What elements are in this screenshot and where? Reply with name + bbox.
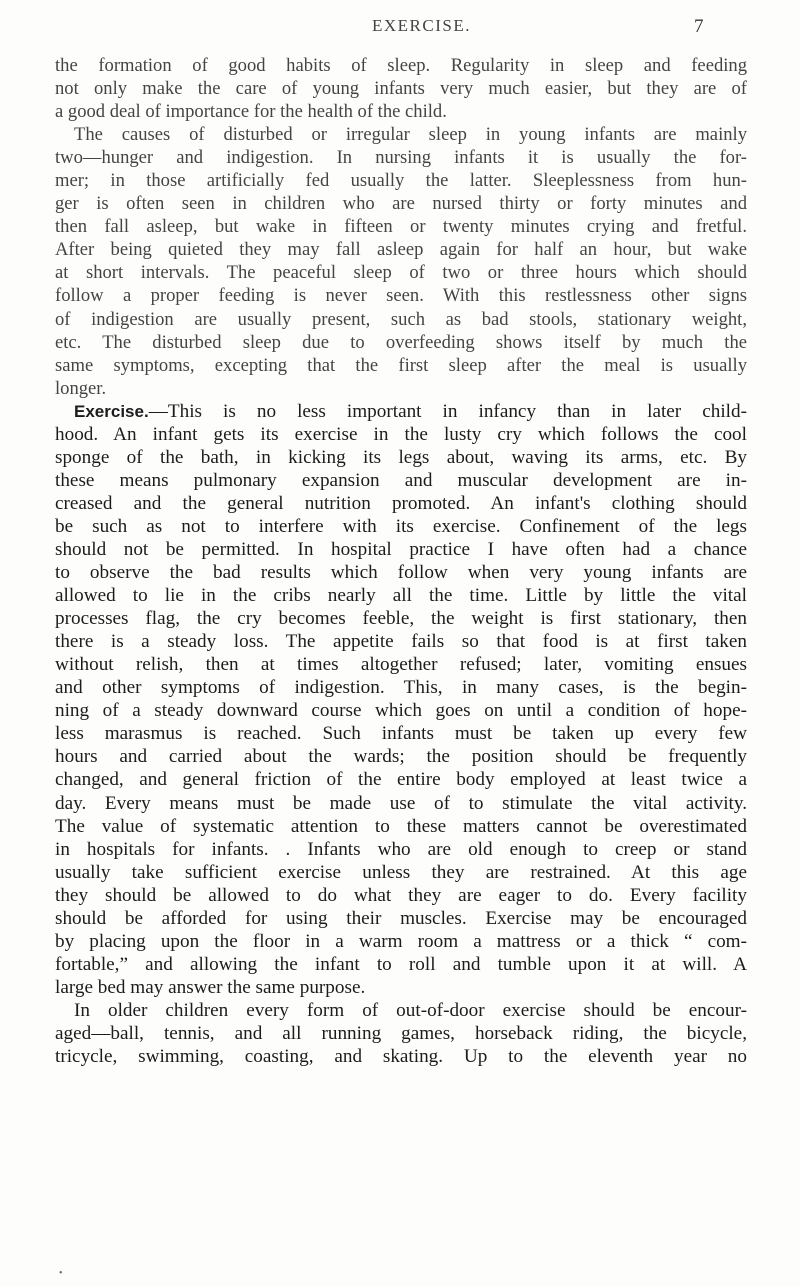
line-text: ger is often seen in children who are nursed thirty or forty minutes and <box>55 193 747 215</box>
page-number: 7 <box>694 16 704 37</box>
text-line <box>55 653 747 676</box>
text-line <box>55 907 747 930</box>
text-line <box>55 538 747 561</box>
margin-speck: • <box>59 1268 63 1279</box>
line-text: usually take sufficient exercise unless they are restrained. At this age <box>55 861 747 883</box>
line-text: In older children every form of out-of-door exercise should be encour- <box>74 999 747 1021</box>
line-text: allowed to lie in the cribs nearly all the time. Little by little the vital <box>55 585 747 607</box>
text-line <box>55 630 747 653</box>
text-line <box>55 1045 747 1068</box>
text-line <box>55 54 747 77</box>
line-text: follow a proper feeding is never seen. With this restlessness other signs <box>55 285 747 307</box>
text-line <box>55 884 747 907</box>
text-line <box>55 331 747 354</box>
line-text: to observe the bad results which follow when very young infants are <box>55 562 747 584</box>
line-text: creased and the general nutrition promoted. An infant's clothing should <box>55 492 747 514</box>
text-line <box>55 308 747 331</box>
text-line <box>55 561 747 584</box>
line-text: large bed may answer the same purpose. <box>55 976 366 998</box>
line-text: not only make the care of young infants very much easier, but they are of <box>55 78 747 100</box>
line-text: fortable,” and allowing the infant to roll and tumble upon it at will. A <box>55 953 747 975</box>
text-line <box>55 1022 747 1045</box>
text-line <box>55 607 747 630</box>
line-text: changed, and general friction of the entire body employed at least twice a <box>55 769 747 791</box>
line-text: The causes of disturbed or irregular sleep in young infants are mainly <box>74 124 747 146</box>
line-text: sponge of the bath, in kicking its legs about, waving its arms, etc. By <box>55 446 747 468</box>
text-line <box>55 745 747 768</box>
line-text: be such as not to interfere with its exercise. Confinement of the legs <box>55 515 747 537</box>
text-line <box>55 676 747 699</box>
line-text: processes flag, the cry becomes feeble, the weight is first stationary, then <box>55 608 747 630</box>
text-line <box>55 792 747 815</box>
line-text: The value of systematic attention to these matters cannot be overestimated <box>55 815 747 837</box>
line-text: without relish, then at times altogether refused; later, vomiting ensues <box>55 654 747 676</box>
line-text: —This is no less important in infancy than in later child- <box>148 400 747 422</box>
text-line <box>55 722 747 745</box>
line-text: the formation of good habits of sleep. Regularity in sleep and feeding <box>55 55 747 76</box>
text-line <box>55 284 747 307</box>
text-line <box>55 999 747 1022</box>
line-text: After being quieted they may fall asleep again for half an hour, but wake <box>55 239 747 261</box>
line-text: longer. <box>55 377 107 399</box>
text-line <box>55 515 747 538</box>
text-line <box>55 861 747 884</box>
line-text: a good deal of importance for the health of the child. <box>55 101 447 123</box>
line-text: and other symptoms of indigestion. This, in many cases, is the begin- <box>55 677 747 699</box>
line-text: ning of a steady downward course which goes on until a condition of hope- <box>55 700 747 722</box>
line-text: tricycle, swimming, coasting, and skating. Up to the eleventh year no <box>55 1046 747 1068</box>
text-line <box>55 953 747 976</box>
text-line <box>55 930 747 953</box>
line-text: these means pulmonary expansion and muscular development are in- <box>55 469 747 491</box>
line-text: by placing upon the floor in a warm room a mattress or a thick “ com- <box>55 930 747 952</box>
text-line <box>55 768 747 791</box>
text-line <box>55 77 747 100</box>
text-line <box>55 123 747 146</box>
text-line <box>55 400 747 423</box>
text-line <box>55 192 747 215</box>
line-text: they should be allowed to do what they are eager to do. Every facility <box>55 884 747 906</box>
line-text: day. Every means must be made use of to stimulate the vital activity. <box>55 792 747 814</box>
text-line <box>55 100 747 123</box>
line-text: in hospitals for infants. . Infants who are old enough to creep or stand <box>55 838 747 860</box>
line-text: aged—ball, tennis, and all running games, horseback riding, the bicycle, <box>55 1022 747 1044</box>
line-text: should be afforded for using their muscles. Exercise may be encouraged <box>55 907 747 929</box>
text-line <box>55 584 747 607</box>
line-text: same symptoms, excepting that the first sleep after the meal is usually <box>55 354 747 376</box>
running-head-title: EXERCISE. <box>372 16 471 35</box>
text-line <box>55 354 747 377</box>
running-head <box>0 16 800 46</box>
section-heading: Exercise. <box>74 401 149 421</box>
text-line <box>55 261 747 284</box>
line-text: hours and carried about the wards; the position should be frequently <box>55 746 747 768</box>
text-line <box>55 146 747 169</box>
text-line <box>55 699 747 722</box>
text-line <box>55 838 747 861</box>
text-line <box>55 446 747 469</box>
line-text: at short intervals. The peaceful sleep of two or three hours which should <box>55 262 747 284</box>
text-line <box>55 169 747 192</box>
line-text: hood. An infant gets its exercise in the lusty cry which follows the cool <box>55 423 747 445</box>
line-text: mer; in those artificially fed usually the latter. Sleeplessness from hun- <box>55 170 747 192</box>
text-line <box>55 423 747 446</box>
text-line <box>55 469 747 492</box>
line-text: etc. The disturbed sleep due to overfeeding shows itself by much the <box>55 331 747 353</box>
line-text: there is a steady loss. The appetite fails so that food is at first taken <box>55 631 747 653</box>
body-text <box>55 54 747 1068</box>
line-text: then fall asleep, but wake in fifteen or twenty minutes crying and fretful. <box>55 216 747 238</box>
line-text: less marasmus is reached. Such infants must be taken up every few <box>55 723 747 745</box>
text-line <box>55 238 747 261</box>
text-line <box>55 377 747 400</box>
line-text: should not be permitted. In hospital practice I have often had a chance <box>55 538 747 560</box>
text-line <box>55 215 747 238</box>
text-line <box>55 976 747 999</box>
line-text: of indigestion are usually present, such as bad stools, stationary weight, <box>55 308 747 330</box>
text-line <box>55 815 747 838</box>
text-line <box>55 492 747 515</box>
line-text: two—hunger and indigestion. In nursing infants it is usually the for- <box>55 147 747 169</box>
